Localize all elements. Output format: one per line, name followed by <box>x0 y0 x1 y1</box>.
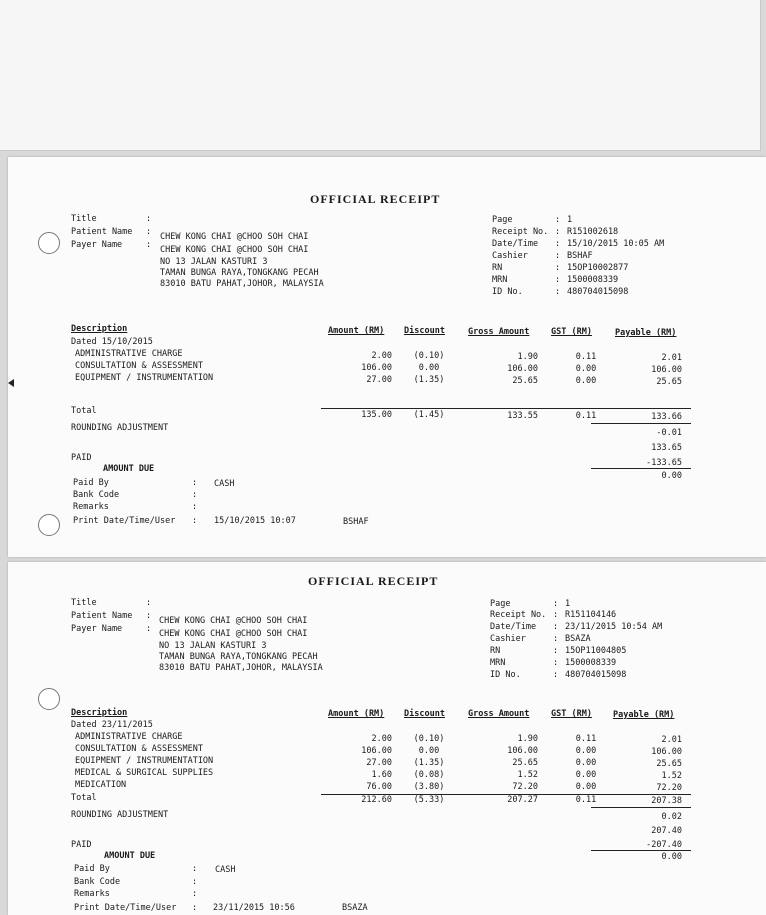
page-number: 1 <box>567 215 573 225</box>
address-line-2: TAMAN BUNGA RAYA,TONGKANG PECAH <box>160 268 319 278</box>
item-amount: 106.00 <box>361 746 392 756</box>
rounding-value: -0.01 <box>656 428 682 438</box>
punch-hole <box>38 688 60 710</box>
mrn-value: 1500008339 <box>567 275 619 285</box>
mrn-value: 1500008339 <box>565 658 617 668</box>
label-bank-code: Bank Code <box>73 490 120 500</box>
item-description: ADMINISTRATIVE CHARGE <box>75 349 183 359</box>
col-gst: GST (RM) <box>551 327 592 337</box>
item-payable: 25.65 <box>656 377 682 387</box>
label-date-time: Date/Time <box>492 239 539 249</box>
item-description: MEDICATION <box>75 780 127 790</box>
item-gst: 0.00 <box>575 770 597 780</box>
receipt-number: R151002618 <box>567 227 619 237</box>
label-title: Title <box>71 214 97 224</box>
label-date-time: Date/Time <box>490 622 537 632</box>
payable-rule <box>591 807 691 808</box>
item-amount: 27.00 <box>366 375 392 385</box>
col-description: Description <box>71 708 128 718</box>
address-line-1: NO 13 JALAN KASTURI 3 <box>159 641 267 651</box>
date-time: 15/10/2015 10:05 AM <box>567 239 665 249</box>
item-gst: 0.00 <box>575 746 597 756</box>
label-print-date-time-user: Print Date/Time/User <box>74 903 177 913</box>
col-gst: GST (RM) <box>551 709 592 719</box>
payable-rule <box>591 423 691 424</box>
print-user: BSHAF <box>343 517 369 527</box>
item-description: CONSULTATION & ASSESSMENT <box>75 744 203 754</box>
item-description: EQUIPMENT / INSTRUMENTATION <box>75 756 214 766</box>
item-payable: 2.01 <box>661 735 682 745</box>
label-remarks: Remarks <box>73 502 109 512</box>
col-gross-amount: Gross Amount <box>468 709 530 719</box>
rounding-label: ROUNDING ADJUSTMENT <box>71 810 169 820</box>
receipt-title: OFFICIAL RECEIPT <box>308 574 439 588</box>
id-no-value: 480704015098 <box>567 287 629 297</box>
col-payable: Payable (RM) <box>613 710 675 720</box>
cashier: BSHAF <box>567 251 593 261</box>
col-discount: Discount <box>404 326 445 336</box>
label-id-no: ID No. <box>490 670 521 680</box>
receipt-number: R151104146 <box>565 610 617 620</box>
item-amount: 2.00 <box>371 351 392 361</box>
due-rule <box>591 850 691 851</box>
dated: Dated 23/11/2015 <box>71 720 153 730</box>
col-payable: Payable (RM) <box>615 328 677 338</box>
rounding-value: 0.02 <box>661 812 682 822</box>
payer-name: CHEW KONG CHAI @CHOO SOH CHAI <box>160 245 309 255</box>
amount-due-value: 0.00 <box>661 471 682 481</box>
item-discount: 0.00 <box>418 363 440 373</box>
item-description: CONSULTATION & ASSESSMENT <box>75 361 203 371</box>
paid-by-value: CASH <box>215 865 236 875</box>
address-line-3: 83010 BATU PAHAT,JOHOR, MALAYSIA <box>159 663 323 673</box>
address-line-2: TAMAN BUNGA RAYA,TONGKANG PECAH <box>159 652 318 662</box>
amount-due-value: 0.00 <box>661 852 682 862</box>
item-amount: 106.00 <box>361 363 392 373</box>
total-amount: 135.00 <box>361 410 392 420</box>
receipt-sheet-1: OFFICIAL RECEIPT Title Patient Name Payer Name : : : CHEW KONG CHAI @CHOO SOH CHAI CHEW KONG CHAI @CHOO SOH CHAI NO 13 JALAN KASTURI 3 TAMAN BUNGA RAYA,TONGKANG PECAH 83010 BATU PAHAT,JOHOR, MALAYSIA Page Receipt No. Date/Time Cashier RN MRN ID No. : : : : : : : 1 R151002618 15/10/2015 10:05 AM BSHAF 15OP10002877 1500008339 480704015098 Description Amount (RM) Discount Gross Amount GST (RM) Payable (RM) Dated 15/10/2015 ADMINISTRATIVE CHARGE 2.00 (0.10) 1.90 0.11 2.01 CONSULTATION & ASSESSMENT 106.00 0.00 106.00 0.00 106.00 EQUIPMENT / INSTRUMENTATION 27.00 (1.35) 25.65 0.00 25.65 Total 135.00 (1.45) 133.55 0.11 133.66 ROUNDING ADJUSTMENT -0.01 133.65 PAID -133.65 AMOUNT DUE 0.00 Paid By Bank Code Remarks Print Date/Time/User : : : : CASH 15/10/2015 10:07 BSHAF <box>8 157 766 557</box>
paid-label: PAID <box>71 840 92 850</box>
item-payable: 1.52 <box>661 771 682 781</box>
label-payer-name: Payer Name <box>71 624 123 634</box>
label-cashier: Cashier <box>492 251 528 261</box>
total-payable: 207.38 <box>651 796 682 806</box>
punch-hole <box>38 232 60 254</box>
item-gst: 0.00 <box>575 782 597 792</box>
paid-value: -133.65 <box>646 458 682 468</box>
item-amount: 2.00 <box>371 734 392 744</box>
item-discount: (0.10) <box>413 734 445 744</box>
label-bank-code: Bank Code <box>74 877 121 887</box>
item-discount: 0.00 <box>418 746 440 756</box>
item-gross: 25.65 <box>512 758 538 768</box>
date-time: 23/11/2015 10:54 AM <box>565 622 663 632</box>
label-rn: RN <box>492 263 503 273</box>
item-gross: 1.90 <box>517 734 538 744</box>
total-rule <box>321 408 691 409</box>
patient-name: CHEW KONG CHAI @CHOO SOH CHAI <box>159 616 308 626</box>
total-gst: 0.11 <box>575 411 597 421</box>
total-amount: 212.60 <box>361 795 392 805</box>
label-mrn: MRN <box>492 275 508 285</box>
label-remarks: Remarks <box>74 889 110 899</box>
item-amount: 1.60 <box>371 770 392 780</box>
label-mrn: MRN <box>490 658 506 668</box>
item-gross: 106.00 <box>507 364 538 374</box>
item-payable: 72.20 <box>656 783 682 793</box>
total-label: Total <box>71 793 97 803</box>
item-description: MEDICAL & SURGICAL SUPPLIES <box>75 768 214 778</box>
label-receipt-no: Receipt No. <box>490 610 547 620</box>
item-payable: 106.00 <box>651 365 682 375</box>
paid-value: -207.40 <box>646 840 682 850</box>
item-gross: 106.00 <box>507 746 538 756</box>
item-discount: (3.80) <box>413 782 445 792</box>
label-cashier: Cashier <box>490 634 526 644</box>
item-discount: (0.10) <box>413 351 445 361</box>
net-amount: 207.40 <box>651 826 682 836</box>
item-gross: 25.65 <box>512 376 538 386</box>
payer-name: CHEW KONG CHAI @CHOO SOH CHAI <box>159 629 308 639</box>
page-number: 1 <box>565 599 571 609</box>
punch-hole <box>38 514 60 536</box>
col-amount: Amount (RM) <box>328 709 385 719</box>
col-gross-amount: Gross Amount <box>468 327 530 337</box>
item-payable: 106.00 <box>651 747 682 757</box>
item-description: EQUIPMENT / INSTRUMENTATION <box>75 373 214 383</box>
item-gross: 72.20 <box>512 782 538 792</box>
rounding-label: ROUNDING ADJUSTMENT <box>71 423 169 433</box>
label-receipt-no: Receipt No. <box>492 227 549 237</box>
amount-due-label: AMOUNT DUE <box>103 464 155 474</box>
net-amount: 133.65 <box>651 443 682 453</box>
total-label: Total <box>71 406 97 416</box>
label-page: Page <box>492 215 513 225</box>
rn-value: 15OP11004805 <box>565 646 627 656</box>
item-gst: 0.00 <box>575 376 597 386</box>
item-gross: 1.90 <box>517 352 538 362</box>
item-discount: (0.08) <box>413 770 445 780</box>
total-gst: 0.11 <box>575 795 597 805</box>
total-gross: 133.55 <box>507 411 538 421</box>
print-date-time: 15/10/2015 10:07 <box>214 516 296 526</box>
col-discount: Discount <box>404 709 445 719</box>
label-payer-name: Payer Name <box>71 240 123 250</box>
total-payable: 133.66 <box>651 412 682 422</box>
item-gst: 0.00 <box>575 364 597 374</box>
item-description: ADMINISTRATIVE CHARGE <box>75 732 183 742</box>
print-date-time: 23/11/2015 10:56 <box>213 903 295 913</box>
item-discount: (1.35) <box>413 375 445 385</box>
patient-name: CHEW KONG CHAI @CHOO SOH CHAI <box>160 232 309 242</box>
print-user: BSAZA <box>342 903 368 913</box>
due-rule <box>591 468 691 469</box>
rn-value: 15OP10002877 <box>567 263 629 273</box>
total-gross: 207.27 <box>507 795 538 805</box>
id-no-value: 480704015098 <box>565 670 627 680</box>
item-gst: 0.11 <box>575 352 597 362</box>
col-description: Description <box>71 324 128 334</box>
item-amount: 76.00 <box>366 782 392 792</box>
label-patient-name: Patient Name <box>71 611 133 621</box>
amount-due-label: AMOUNT DUE <box>104 851 156 861</box>
label-rn: RN <box>490 646 501 656</box>
label-id-no: ID No. <box>492 287 523 297</box>
label-paid-by: Paid By <box>73 478 109 488</box>
item-payable: 2.01 <box>661 353 682 363</box>
item-gst: 0.11 <box>575 734 597 744</box>
item-discount: (1.35) <box>413 758 445 768</box>
paid-by-value: CASH <box>214 479 235 489</box>
cashier: BSAZA <box>565 634 591 644</box>
item-payable: 25.65 <box>656 759 682 769</box>
label-title: Title <box>71 598 97 608</box>
paid-label: PAID <box>71 453 92 463</box>
total-discount: (5.33) <box>413 795 445 805</box>
receipt-title: OFFICIAL RECEIPT <box>310 192 441 206</box>
col-amount: Amount (RM) <box>328 326 385 336</box>
margin-arrow-icon <box>8 379 14 387</box>
address-line-3: 83010 BATU PAHAT,JOHOR, MALAYSIA <box>160 279 324 289</box>
receipt-sheet-2: OFFICIAL RECEIPT Title Patient Name Payer Name : : : CHEW KONG CHAI @CHOO SOH CHAI CHEW KONG CHAI @CHOO SOH CHAI NO 13 JALAN KASTURI 3 TAMAN BUNGA RAYA,TONGKANG PECAH 83010 BATU PAHAT,JOHOR, MALAYSIA Page Receipt No. Date/Time Cashier RN MRN ID No. : : : : : : : 1 R151104146 23/11/2015 10:54 AM BSAZA 15OP11004805 1500008339 480704015098 Description Amount (RM) Discount Gross Amount GST (RM) Payable (RM) Dated 23/11/2015 ADMINISTRATIVE CHARGE 2.00 (0.10) 1.90 0.11 2.01 CONSULTATION & ASSESSMENT 106.00 0.00 106.00 0.00 106.00 EQUIPMENT / INSTRUMENTATION 27.00 (1.35) 25.65 0.00 25.65 MEDICAL & SURGICAL SUPPLIES 1.60 (0.08) 1.52 0.00 1.52 MEDICATION 76.00 (3.80) 72.20 0.00 72.20 Total 212.60 (5.33) 207.27 0.11 207.38 ROUNDING ADJUSTMENT 0.02 207.40 PAID -207.40 AMOUNT DUE 0.00 Paid By Bank Code Remarks Print Date/Time/User : : : : CASH 23/11/2015 10:56 BSAZA <box>8 562 766 915</box>
total-discount: (1.45) <box>413 410 445 420</box>
label-patient-name: Patient Name <box>71 227 133 237</box>
item-gst: 0.00 <box>575 758 597 768</box>
item-amount: 27.00 <box>366 758 392 768</box>
label-print-date-time-user: Print Date/Time/User <box>73 516 176 526</box>
dated: Dated 15/10/2015 <box>71 337 153 347</box>
top-blank-sheet <box>0 0 761 151</box>
address-line-1: NO 13 JALAN KASTURI 3 <box>160 257 268 267</box>
item-gross: 1.52 <box>517 770 538 780</box>
label-page: Page <box>490 599 511 609</box>
label-paid-by: Paid By <box>74 864 110 874</box>
